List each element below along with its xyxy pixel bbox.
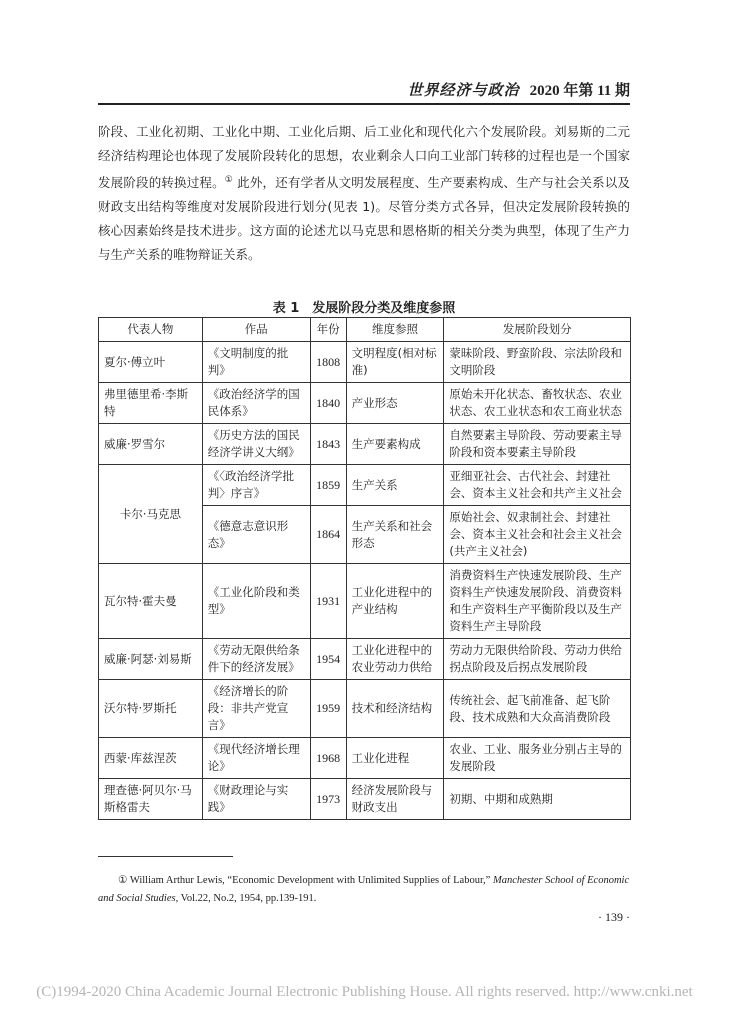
table-row bbox=[99, 680, 631, 738]
footnote bbox=[98, 872, 630, 908]
cell-dimension: 文明程度(相对标准) bbox=[346, 342, 444, 383]
cell-person: 夏尔·傅立叶 bbox=[99, 342, 203, 383]
cell-person: 瓦尔特·霍夫曼 bbox=[99, 564, 203, 639]
table-row bbox=[99, 779, 631, 820]
footnote-marker: ① bbox=[118, 875, 128, 886]
cell-person: 威廉·罗雪尔 bbox=[99, 424, 203, 465]
cell-stages: 亚细亚社会、古代社会、封建社会、资本主义社会和共产主义社会 bbox=[444, 465, 631, 506]
paragraph-text-b: 此外，还有学者从文明发展程度、生产要素构成、生产与社会关系以及财政支出结构等维度对发展阶段进行划分(见表 1)。尽管分类方式各异，但决定发展阶段转换的核心因素始终是技术进步。这方面的论述尤以马克思和恩格斯的相关分类为典型，体现了生产力与生产关系的唯物辩证关系。 bbox=[98, 175, 630, 263]
table-row bbox=[99, 383, 631, 424]
cell-work: 《劳动无限供给条件下的经济发展》 bbox=[202, 639, 310, 680]
cell-work: 《政治经济学的国民体系》 bbox=[202, 383, 310, 424]
cell-dimension: 生产关系和社会形态 bbox=[346, 506, 444, 564]
cell-stages: 农业、工业、服务业分别占主导的发展阶段 bbox=[444, 738, 631, 779]
footnote-text-tail: , Vol.22, No.2, 1954, pp.139-191. bbox=[175, 893, 317, 904]
cell-person: 沃尔特·罗斯托 bbox=[99, 680, 203, 738]
body-paragraph bbox=[98, 120, 630, 267]
col-header-person: 代表人物 bbox=[99, 318, 203, 342]
footnote-ref[interactable]: ① bbox=[224, 175, 234, 185]
cell-stages: 原始未开化状态、畜牧状态、农业状态、农工业状态和农工商业状态 bbox=[444, 383, 631, 424]
table-row bbox=[99, 424, 631, 465]
cell-work: 《文明制度的批判》 bbox=[202, 342, 310, 383]
footnote-rule bbox=[98, 856, 233, 857]
cell-year: 1864 bbox=[310, 506, 346, 564]
cell-person: 西蒙·库兹涅茨 bbox=[99, 738, 203, 779]
cell-work: 《工业化阶段和类型》 bbox=[202, 564, 310, 639]
cell-year: 1859 bbox=[310, 465, 346, 506]
cell-stages: 初期、中期和成熟期 bbox=[444, 779, 631, 820]
paragraph-text-a: 阶段、工业化初期、工业化中期、工业化后期、后工业化和现代化六个发展阶段。刘易斯的二元经济结构理论也体现了发展阶段转化的思想，农业剩余人口向工业部门转移的过程也是一个国家发展阶段的转换过程。 bbox=[98, 124, 630, 191]
cell-work: 《财政理论与实践》 bbox=[202, 779, 310, 820]
cell-work: 《历史方法的国民经济学讲义大纲》 bbox=[202, 424, 310, 465]
cell-dimension: 生产要素构成 bbox=[346, 424, 444, 465]
issue-label: 2020 年第 11 期 bbox=[529, 83, 630, 99]
cell-dimension: 生产关系 bbox=[346, 465, 444, 506]
cell-person: 弗里德里希·李斯特 bbox=[99, 383, 203, 424]
cell-year: 1959 bbox=[310, 680, 346, 738]
cell-year: 1954 bbox=[310, 639, 346, 680]
cell-person: 威廉·阿瑟·刘易斯 bbox=[99, 639, 203, 680]
col-header-dimension: 维度参照 bbox=[346, 318, 444, 342]
cell-work: 《经济增长的阶段：非共产党宣言》 bbox=[202, 680, 310, 738]
table-row bbox=[99, 564, 631, 639]
cell-person: 理查德·阿贝尔·马斯格雷夫 bbox=[99, 779, 203, 820]
col-header-year: 年份 bbox=[310, 318, 346, 342]
cell-dimension: 工业化进程 bbox=[346, 738, 444, 779]
cell-stages: 传统社会、起飞前准备、起飞阶段、技术成熟和大众高消费阶段 bbox=[444, 680, 631, 738]
table-row bbox=[99, 738, 631, 779]
cell-stages: 自然要素主导阶段、劳动要素主导阶段和资本要素主导阶段 bbox=[444, 424, 631, 465]
table-row bbox=[99, 465, 631, 506]
cell-dimension: 经济发展阶段与财政支出 bbox=[346, 779, 444, 820]
cell-person: 卡尔·马克思 bbox=[99, 465, 203, 564]
cell-year: 1840 bbox=[310, 383, 346, 424]
cell-stages: 劳动力无限供给阶段、劳动力供给拐点阶段及后拐点发展阶段 bbox=[444, 639, 631, 680]
cell-year: 1931 bbox=[310, 564, 346, 639]
header-rule bbox=[98, 103, 630, 105]
footnote-journal: Manchester School of Economic and Social Studies bbox=[98, 875, 630, 904]
cell-year: 1973 bbox=[310, 779, 346, 820]
table-row bbox=[99, 342, 631, 383]
page-number: · 139 · bbox=[598, 910, 630, 924]
cell-work: 《〈政治经济学批判〉序言》 bbox=[202, 465, 310, 506]
cell-year: 1808 bbox=[310, 342, 346, 383]
cell-dimension: 工业化进程中的产业结构 bbox=[346, 564, 444, 639]
cell-dimension: 工业化进程中的农业劳动力供给 bbox=[346, 639, 444, 680]
table-caption: 表 1 发展阶段分类及维度参照 bbox=[272, 301, 456, 316]
cell-stages: 蒙昧阶段、野蛮阶段、宗法阶段和文明阶段 bbox=[444, 342, 631, 383]
cell-stages: 消费资料生产快速发展阶段、生产资料生产快速发展阶段、消费资料和生产资料生产平衡阶段以及生产资料生产主导阶段 bbox=[444, 564, 631, 639]
journal-logo: 世界经济与政治 bbox=[407, 81, 520, 99]
cell-dimension: 技术和经济结构 bbox=[346, 680, 444, 738]
cell-year: 1968 bbox=[310, 738, 346, 779]
cell-work: 《德意志意识形态》 bbox=[202, 506, 310, 564]
table-row bbox=[99, 639, 631, 680]
stage-table bbox=[98, 317, 631, 820]
cell-year: 1843 bbox=[310, 424, 346, 465]
col-header-work: 作品 bbox=[202, 318, 310, 342]
cell-dimension: 产业形态 bbox=[346, 383, 444, 424]
footnote-text-lead: William Arthur Lewis, “Economic Development with Unlimited Supplies of Labour,” bbox=[129, 875, 493, 886]
table-header-row bbox=[99, 318, 631, 342]
running-header bbox=[98, 74, 630, 100]
cell-work: 《现代经济增长理论》 bbox=[202, 738, 310, 779]
cell-stages: 原始社会、奴隶制社会、封建社会、资本主义社会和社会主义社会(共产主义社会) bbox=[444, 506, 631, 564]
copyright-watermark: (C)1994-2020 China Academic Journal Electronic Publishing House. All rights reserved. http://www.cnki.net bbox=[36, 984, 693, 1000]
col-header-stages: 发展阶段划分 bbox=[444, 318, 631, 342]
